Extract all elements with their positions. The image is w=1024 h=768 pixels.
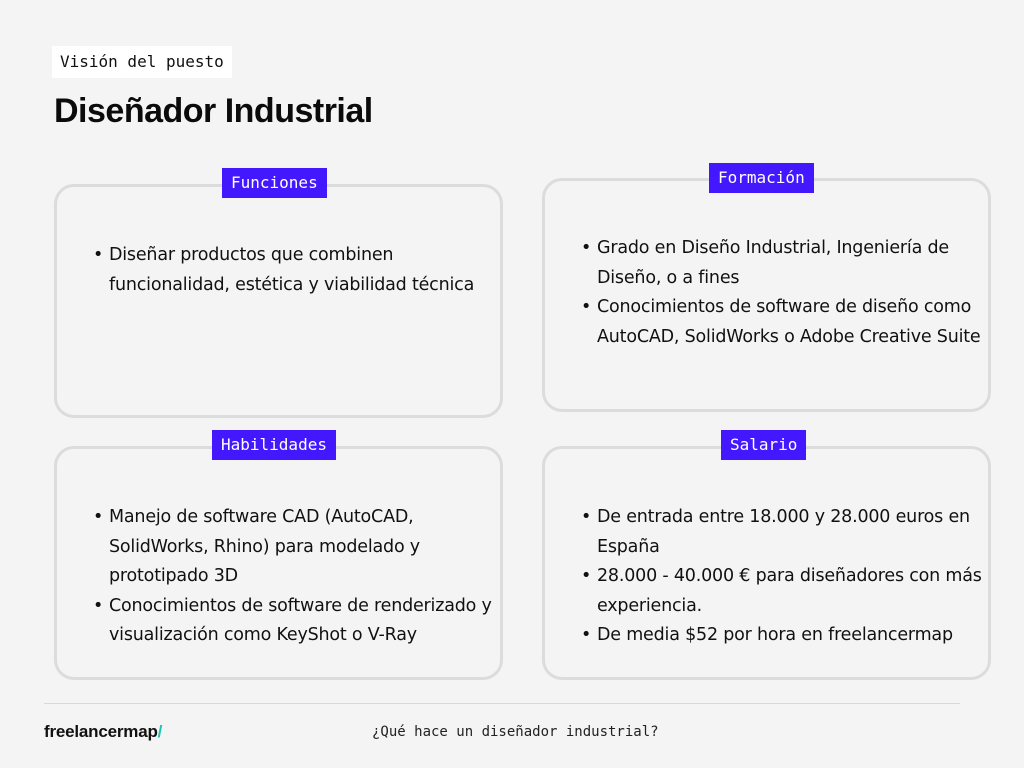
logo-text: freelancermap xyxy=(44,722,158,741)
list-item: • De media $52 por hora en freelancermap xyxy=(597,621,988,651)
page-title: Diseñador Industrial xyxy=(54,92,373,130)
section-tag: Visión del puesto xyxy=(52,46,232,78)
label-funciones: Funciones xyxy=(222,168,327,198)
list-item: • Conocimientos de software de diseño como AutoCAD, SolidWorks o Adobe Creative Suite xyxy=(597,293,988,352)
salario-list xyxy=(545,503,988,651)
footer-divider xyxy=(44,703,960,704)
card-funciones xyxy=(54,184,503,418)
list-item: • De entrada entre 18.000 y 28.000 euros en España xyxy=(597,503,988,562)
footer-caption: ¿Qué hace un diseñador industrial? xyxy=(372,724,659,740)
list-item: • 28.000 - 40.000 € para diseñadores con más experiencia. xyxy=(597,562,988,621)
list-item: • Conocimientos de software de renderizado y visualización como KeyShot o V-Ray xyxy=(109,592,500,651)
label-formacion: Formación xyxy=(709,163,814,193)
label-salario: Salario xyxy=(721,430,806,460)
habilidades-list xyxy=(57,503,500,651)
formacion-list xyxy=(545,234,988,352)
freelancermap-logo[interactable] xyxy=(44,722,162,742)
logo-slash: / xyxy=(157,722,163,741)
card-habilidades xyxy=(54,446,503,680)
list-item: • Diseñar productos que combinen funcionalidad, estética y viabilidad técnica xyxy=(109,241,500,300)
card-salario xyxy=(542,446,991,680)
label-habilidades: Habilidades xyxy=(212,430,336,460)
list-item: • Manejo de software CAD (AutoCAD, SolidWorks, Rhino) para modelado y prototipado 3D xyxy=(109,503,500,592)
funciones-list xyxy=(57,241,500,300)
card-formacion xyxy=(542,178,991,412)
list-item: • Grado en Diseño Industrial, Ingeniería de Diseño, o a fines xyxy=(597,234,988,293)
